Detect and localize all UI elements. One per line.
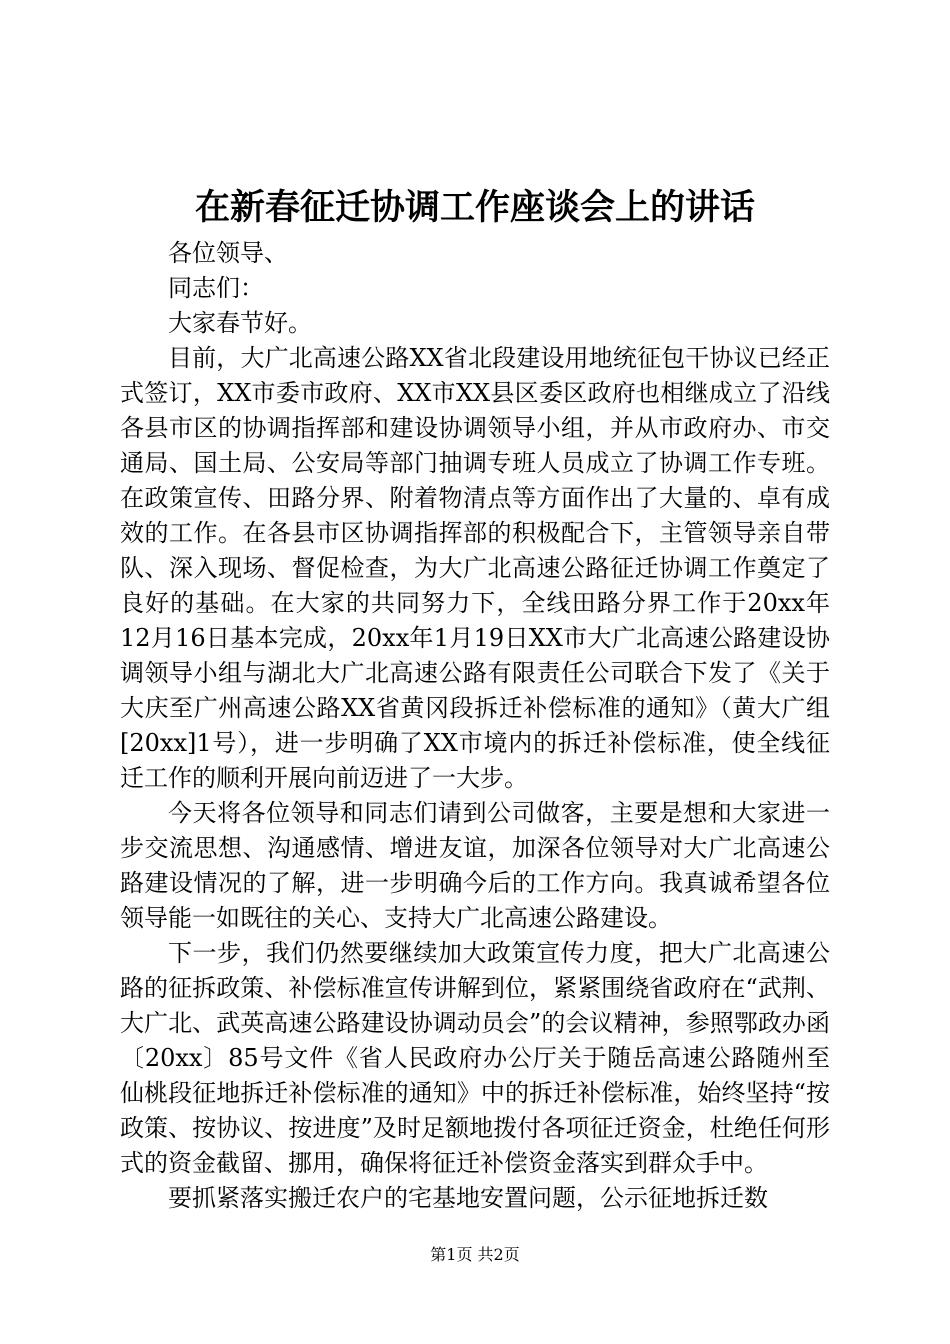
salutation-leaders: 各位领导、 xyxy=(168,239,288,267)
greeting: 大家春节好。 xyxy=(168,309,312,337)
salutation-comrades: 同志们： xyxy=(168,274,264,302)
page-footer: 第1页 共2页 xyxy=(430,1245,520,1264)
paragraph: 目前，大广北高速公路XX省北段建设用地统征包干协议已经正式签订，XX市委市政府、XX市XX县区委区政府也相继成立了沿线各县市区的协调指挥部和建设协调领导小组，并从市政府办、市交通局、国土局、公安局等部门抽调专班人员成立了协调工作专班。在政策宣传、田路分界、附着物清点等方面作出了大量的、卓有成效的工作。在各县市区协调指挥部的积极配合下，主管领导亲自带队、深入现场、督促检查，为大广北高速公路征迁协调工作奠定了良好的基础。在大家的共同努力下，全线田路分界工作于20xx年12月16日基本完成，20xx年1月19日XX市大广北高速公路建设协调领导小组与湖北大广北高速公路有限责任公司联合下发了《关于大庆至广州高速公路XX省黄冈段拆迁补偿标准的通知》（黄大广组[20xx]1号），进一步明确了XX市境内的拆迁补偿标准，使全线征迁工作的顺利开展向前迈进了一大步。 xyxy=(120,344,830,792)
paragraph: 要抓紧落实搬迁农户的宅基地安置问题，公示征地拆迁数 xyxy=(168,1184,768,1212)
document-body xyxy=(120,236,830,1216)
paragraph: 今天将各位领导和同志们请到公司做客，主要是想和大家进一步交流思想、沟通感情、增进友谊，加深各位领导对大广北高速公路建设情况的了解，进一步明确今后的工作方向。我真诚希望各位领导能一如既往的关心、支持大广北高速公路建设。 xyxy=(120,799,830,932)
paragraph: 下一步，我们仍然要继续加大政策宣传力度，把大广北高速公路的征拆政策、补偿标准宣传讲解到位，紧紧围绕省政府在“武荆、大广北、武英高速公路建设协调动员会”的会议精神，参照鄂政办函〔20xx〕85号文件《省人民政府办公厅关于随岳高速公路随州至仙桃段征地拆迁补偿标准的通知》中的拆迁补偿标准，始终坚持“按政策、按协议、按进度”及时足额地拨付各项征迁资金，杜绝任何形式的资金截留、挪用，确保将征迁补偿资金落实到群众手中。 xyxy=(120,939,830,1177)
document-title: 在新春征迁协调工作座谈会上的讲话 xyxy=(194,187,755,228)
